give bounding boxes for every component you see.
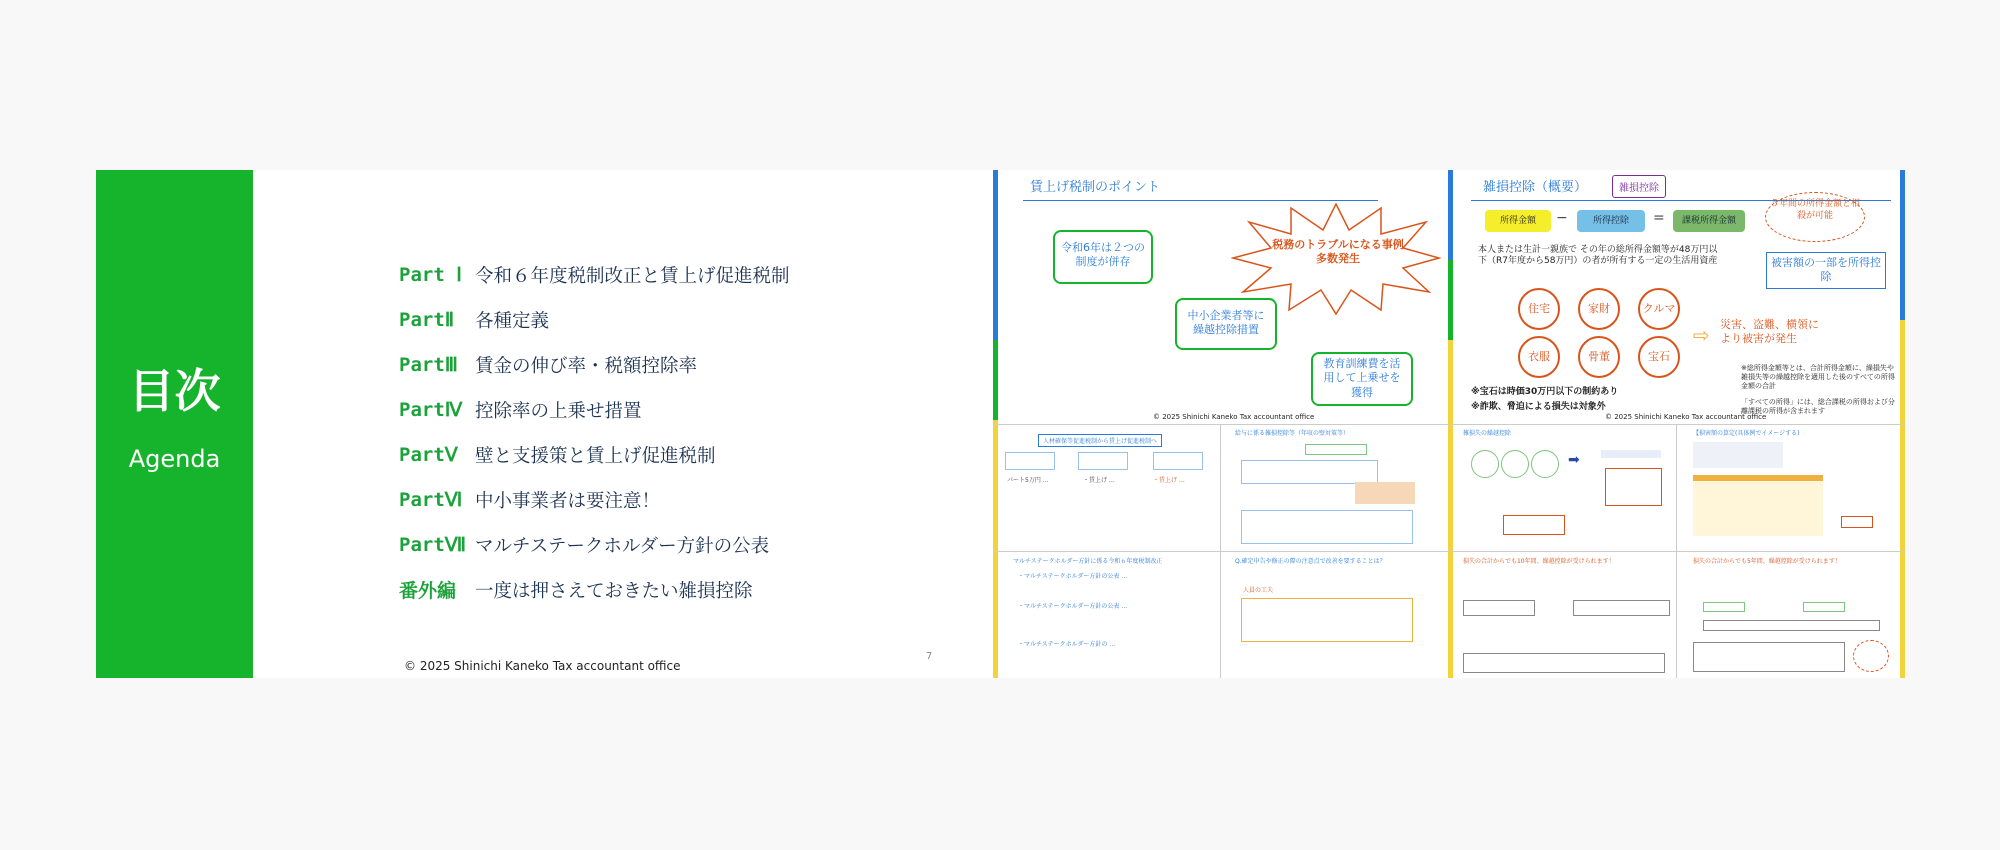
thumb-copyright: © 2025 Shinichi Kaneko Tax accountant office — [1153, 413, 1315, 421]
mini-box — [1803, 602, 1845, 612]
agenda-item — [399, 297, 790, 342]
divider — [993, 424, 1905, 425]
agenda-item-text: 一度は押さえておきたい雑損控除 — [475, 580, 753, 602]
accent-bar — [1448, 260, 1453, 340]
agenda-item-label: PartⅤ — [399, 443, 458, 466]
mini-box — [1605, 468, 1662, 506]
cloud-note: ５年間の所得金額と相殺が可能 — [1765, 192, 1865, 242]
thumb-title: 賃上げ税制のポイント — [1030, 180, 1161, 195]
accent-bar — [1448, 170, 1453, 260]
divider — [1220, 424, 1221, 678]
accent-bar — [1448, 340, 1453, 678]
mini-box — [1241, 598, 1413, 642]
agenda-item-text: 控除率の上乗せ措置 — [475, 400, 642, 422]
mini-box — [1153, 452, 1203, 470]
deduction-pill: 所得控除 — [1577, 210, 1645, 232]
mini-box — [1078, 452, 1128, 470]
result-box: 被害額の一部を所得控除 — [1766, 252, 1886, 289]
mini-circle — [1471, 450, 1499, 478]
mini-text: ・マルチステークホルダー方針の公表 … — [1018, 573, 1128, 580]
agenda-item-label: PartⅡ — [399, 308, 455, 331]
mini-title: 損失の合計からでも10年間、繰越控除が受けられます！ — [1463, 558, 1615, 565]
mini-title: 人材確保等促進税制から賃上げ促進税制へ — [1038, 434, 1162, 447]
accent-bar — [1900, 320, 1905, 678]
divider — [1676, 424, 1677, 678]
agenda-item — [399, 522, 790, 567]
mini-circle — [1531, 450, 1559, 478]
note: 「すべての所得」には、総合課税の所得および分離課税の所得が含まれます — [1741, 398, 1895, 415]
mini-box — [1601, 450, 1661, 458]
mini-box — [1693, 442, 1783, 468]
thumb-title: 雑損控除（概要） — [1483, 180, 1588, 195]
description: 本人または生計一親族で その年の総所得金額等が48万円以下（R7年度から58万円）の者が所有する一定の生活用資産 — [1478, 245, 1718, 267]
mini-box — [1463, 653, 1665, 673]
asset-circle: クルマ — [1638, 288, 1680, 330]
mini-box — [1463, 600, 1535, 616]
deduction-tag: 雑損控除 — [1612, 175, 1666, 198]
copyright: © 2025 Shinichi Kaneko Tax accountant office — [404, 659, 681, 673]
agenda-item-label: PartⅢ — [399, 353, 458, 376]
mini-circle — [1501, 450, 1529, 478]
mini-text: ・賃上げ … — [1153, 477, 1185, 484]
page-number: 7 — [926, 651, 933, 662]
divider — [993, 551, 1905, 552]
income-pill: 所得金額 — [1485, 210, 1551, 232]
mini-title: 【損害額の算定(具体例でイメージする) — [1693, 430, 1800, 437]
thumbnail-collage — [993, 170, 1905, 678]
arrow-right-icon: ➡ — [1568, 452, 1580, 468]
agenda-item-label: 番外編 — [399, 580, 457, 602]
agenda-item-text: 令和６年度税制改正と賃上げ促進税制 — [475, 265, 790, 287]
mini-text: ・マルチステークホルダー方針の … — [1018, 641, 1116, 648]
point-box: 教育訓練費を活用して上乗せを獲得 — [1311, 352, 1413, 406]
accent-bar — [1900, 170, 1905, 320]
note: ※詐欺、脅迫による損失は対象外 — [1471, 402, 1606, 412]
agenda-item-text: 各種定義 — [475, 310, 550, 332]
agenda-item-label: Part Ⅰ — [399, 263, 462, 286]
asset-circle: 宝石 — [1638, 336, 1680, 378]
thumb-copyright: © 2025 Shinichi Kaneko Tax accountant office — [1605, 413, 1767, 421]
agenda-list — [399, 252, 790, 612]
agenda-item — [399, 477, 790, 522]
agenda-item — [399, 342, 790, 387]
mini-box — [1355, 482, 1415, 504]
agenda-item-text: 壁と支援策と賃上げ促進税制 — [475, 445, 716, 467]
accent-bar — [993, 170, 998, 340]
asset-circle: 骨董 — [1578, 336, 1620, 378]
mini-box — [1305, 444, 1367, 455]
agenda-sidebar — [96, 170, 253, 678]
mini-table — [1693, 475, 1823, 536]
mini-box — [1703, 620, 1880, 631]
mini-title: Q.確定申告や修正の際の注意点で改善を要することは？ — [1235, 558, 1386, 565]
mini-text: パート5万円 … — [1007, 477, 1049, 484]
asset-circle: 衣服 — [1518, 336, 1560, 378]
agenda-item — [399, 432, 790, 477]
mini-title: 雑損失の繰越控除 — [1463, 430, 1512, 437]
arrow-right-icon: ⇨ — [1693, 323, 1710, 347]
agenda-item — [399, 252, 790, 297]
accent-bar — [993, 420, 998, 678]
minus-sign: − — [1556, 210, 1568, 226]
slide-subtitle: Agenda — [128, 445, 221, 473]
equals-sign: = — [1653, 210, 1665, 226]
slide-title: 目次 — [128, 364, 221, 418]
agenda-item-text: マルチステークホルダー方針の公表 — [475, 535, 770, 557]
asset-circle: 家財 — [1578, 288, 1620, 330]
agenda-item-label: PartⅦ — [399, 533, 467, 556]
agenda-item-label: PartⅥ — [399, 488, 463, 511]
agenda-item — [399, 387, 790, 432]
agenda-item-text: 賃金の伸び率・税額控除率 — [475, 355, 698, 377]
agenda-item — [399, 567, 790, 612]
mini-box — [1703, 602, 1745, 612]
asset-circle: 住宅 — [1518, 288, 1560, 330]
mini-box — [1693, 642, 1845, 672]
mini-box — [1241, 510, 1413, 544]
mini-box — [1573, 600, 1670, 616]
taxable-pill: 課税所得金額 — [1673, 210, 1745, 232]
damage-text: 災害、盗難、横領により被害が発生 — [1720, 318, 1819, 346]
point-box: 中小企業者等に繰越控除措置 — [1175, 298, 1277, 350]
mini-box — [1241, 460, 1378, 484]
agenda-slide — [96, 170, 996, 678]
mini-cloud — [1853, 640, 1889, 672]
mini-text: ・マルチステークホルダー方針の公表 … — [1018, 603, 1128, 610]
mini-text: ・賃上げ … — [1083, 477, 1115, 484]
mini-title: 損失の合計からでも5年間、繰越控除が受けられます！ — [1693, 558, 1841, 565]
note: ※宝石は時価30万円以下の制約あり — [1471, 387, 1619, 397]
mini-title: マルチステークホルダー方針に係る令和６年度税制改正 — [1013, 558, 1163, 565]
mini-box — [1005, 452, 1055, 470]
accent-bar — [993, 340, 998, 420]
mini-box — [1503, 515, 1565, 535]
note: ※総所得金額等とは、合計所得金額に、繰損失や雑損失等の繰越控除を適用した後のすべての所得金額の合計 — [1741, 364, 1895, 390]
agenda-item-label: PartⅣ — [399, 398, 463, 421]
mini-text: 人員の工夫 — [1243, 587, 1274, 594]
burst-text: 税務のトラブルになる事例多数発生 — [1272, 238, 1404, 266]
mini-title: 給与に係る雑損控除等（年収の壁対策等） — [1235, 430, 1350, 437]
agenda-item-text: 中小事業者は要注意！ — [475, 490, 661, 512]
point-box: 令和6年は２つの制度が併存 — [1053, 230, 1153, 284]
mini-box — [1841, 516, 1873, 528]
